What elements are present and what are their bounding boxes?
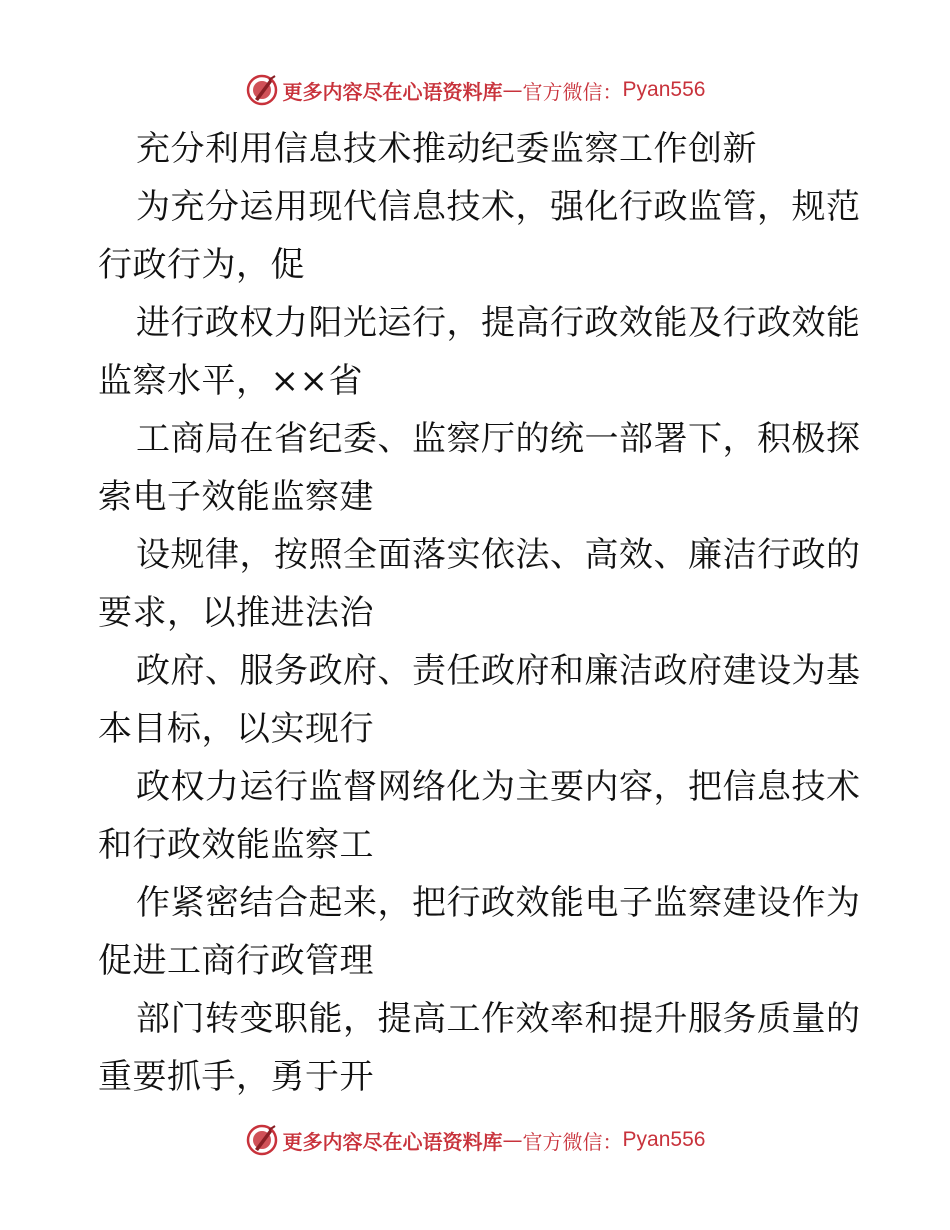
document-body [98, 120, 861, 1106]
body-line: 要求，以推进法治 [98, 593, 374, 633]
body-line: 为充分运用现代信息技术，强化行政监管，规范 [136, 187, 861, 227]
header-dash: — [502, 78, 523, 102]
footer-site-text: 更多内容尽在心语资料库 [282, 1129, 503, 1154]
footer-watermark [0, 1120, 950, 1160]
footer-wechat-id: Pyan556 [622, 1128, 706, 1151]
body-line: 本目标，以实现行 [98, 709, 374, 749]
header-watermark [0, 70, 950, 110]
document-title: 充分利用信息技术推动纪委监察工作创新 [136, 129, 757, 169]
body-line: 政权力运行监督网络化为主要内容，把信息技术 [136, 767, 861, 807]
body-line: 行政行为，促 [98, 245, 305, 285]
body-line: 设规律，按照全面落实依法、高效、廉洁行政的 [136, 535, 861, 575]
body-line: 进行政权力阳光运行，提高行政效能及行政效能 [136, 303, 861, 343]
quill-logo-icon [245, 1123, 279, 1157]
header-wechat-label: 官方微信： [522, 79, 623, 104]
body-line: 和行政效能监察工 [98, 825, 374, 865]
header-site-text: 更多内容尽在心语资料库 [282, 79, 503, 104]
body-line: 部门转变职能，提高工作效率和提升服务质量的 [136, 999, 861, 1039]
footer-wechat-label: 官方微信： [522, 1129, 623, 1154]
body-line: 作紧密结合起来，把行政效能电子监察建设作为 [136, 883, 861, 923]
header-wechat-id: Pyan556 [622, 78, 706, 101]
body-line: 促进工商行政管理 [98, 941, 374, 981]
body-line: 工商局在省纪委、监察厅的统一部署下，积极探 [136, 419, 861, 459]
quill-logo-icon [245, 73, 279, 107]
body-line: 重要抓手，勇于开 [98, 1057, 374, 1097]
footer-dash: — [502, 1128, 523, 1152]
body-line: 监察水平，××省 [98, 361, 363, 401]
body-line: 政府、服务政府、责任政府和廉洁政府建设为基 [136, 651, 861, 691]
body-line: 索电子效能监察建 [98, 477, 374, 517]
